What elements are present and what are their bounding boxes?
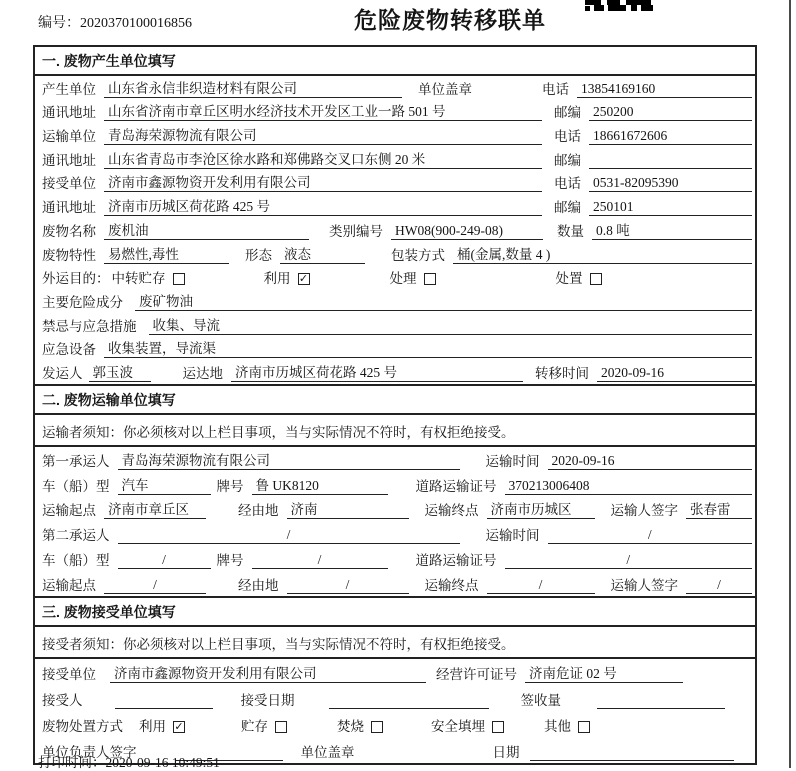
- waste-name-label: 废物名称: [42, 223, 96, 239]
- equipment-value: 收集装置，导流渠: [104, 337, 752, 358]
- quantity-label: 数量: [557, 223, 584, 239]
- unit-seal-label: 单位盖章: [418, 81, 472, 97]
- via2-value: /: [287, 577, 409, 594]
- section-receiver: [35, 596, 755, 763]
- purpose-dispose-checkbox: [590, 273, 602, 285]
- purpose-option-use-label: 利用: [263, 271, 291, 287]
- signed-qty-value: [597, 692, 725, 709]
- form-row: [35, 472, 755, 497]
- taboo-label: 禁忌与应急措施: [42, 318, 137, 334]
- disposal-landfill-checkbox: [492, 721, 504, 733]
- serial-label: 编号：: [38, 16, 80, 31]
- disposal-use-checkbox-checked: [173, 721, 185, 733]
- address-label: 通讯地址: [42, 152, 96, 168]
- transporter-zip-value: [589, 152, 752, 169]
- section1-header: 一. 废物产生单位填写: [35, 47, 755, 76]
- section3-header: 三. 废物接受单位填写: [35, 596, 755, 627]
- road-cert2-value: /: [505, 552, 753, 569]
- transport-time2-value: /: [548, 527, 753, 544]
- serial-number: 2020370100016856: [80, 16, 192, 31]
- form-row: [35, 218, 755, 242]
- hazard-label: 主要危险成分: [42, 294, 123, 310]
- plate-value: 鲁 UK8120: [252, 474, 388, 495]
- packaging-value: 桶(金属,数量 4 ): [453, 243, 752, 264]
- disposal-option-use-label: 利用: [139, 718, 166, 734]
- form-state-value: 液态: [280, 243, 365, 264]
- equipment-label: 应急设备: [42, 342, 96, 358]
- transporter-value: 青岛海荣源物流有限公司: [104, 124, 542, 145]
- via-label: 经由地: [238, 503, 279, 519]
- form-row: [35, 571, 755, 596]
- via-label: 经由地: [238, 577, 279, 593]
- check-mark-icon: ✓: [298, 272, 309, 286]
- section2-header: 二. 废物运输单位填写: [35, 384, 755, 415]
- phone-label: 电话: [542, 81, 569, 97]
- category-code-label: 类别编号: [329, 223, 383, 239]
- print-time-value: 2020-09-16 10:49:51: [105, 755, 220, 770]
- road-cert-label: 道路运输证号: [415, 478, 497, 494]
- vehicle-type-label: 车（船）型: [42, 552, 110, 568]
- page-title: 危险废物转移联单: [354, 7, 546, 33]
- form-row: [35, 171, 755, 195]
- manager-signature-label: 单位负责人签字: [42, 744, 137, 760]
- purpose-option-dispose-label: 处置: [555, 271, 583, 287]
- print-time-line: [38, 751, 220, 771]
- disposal-store-checkbox: [275, 721, 287, 733]
- category-code-value: HW08(900-249-08): [391, 223, 543, 240]
- producer-address-value: 山东省济南市章丘区明水经济技术开发区工业一路 501 号: [104, 100, 542, 121]
- form-row: [35, 447, 755, 472]
- serial-line: [38, 12, 192, 32]
- trait-value: 易燃性,毒性: [104, 243, 229, 264]
- purpose-option-transfer-label: 中转贮存: [111, 271, 166, 287]
- transport-time-label: 运输时间: [485, 528, 540, 544]
- transporter-label: 运输单位: [42, 129, 96, 145]
- form-row: [35, 711, 755, 737]
- disposal-option-landfill-label: 安全填埋: [431, 718, 485, 734]
- receiver-label: 接受单位: [42, 176, 96, 192]
- form-row: [35, 337, 755, 361]
- road-cert-value: 370213006408: [505, 478, 753, 495]
- receiving-unit-label: 接受单位: [42, 666, 96, 682]
- check-mark-icon: ✓: [174, 719, 184, 733]
- manifest-form: [33, 45, 757, 765]
- terminus2-value: /: [487, 577, 595, 594]
- form-row: [35, 521, 755, 546]
- zip-label: 邮编: [554, 105, 581, 121]
- plate-label: 牌号: [216, 552, 244, 568]
- carrier-signature-label: 运输人签字: [610, 577, 678, 593]
- destination-value: 济南市历城区荷花路 425 号: [231, 361, 523, 382]
- hazard-value: 废矿物油: [135, 290, 752, 311]
- carrier-signature-value: 张春雷: [686, 498, 752, 519]
- origin-value: 济南市章丘区: [104, 498, 206, 519]
- waste-name-value: 废机油: [104, 219, 309, 240]
- qr-code-fragment-icon: [585, 0, 653, 11]
- form-row: [35, 242, 755, 266]
- receiver-phone-value: 0531-82095390: [589, 175, 752, 192]
- form-row: [35, 289, 755, 313]
- carrier-signature2-value: /: [686, 577, 752, 594]
- form-row: [35, 147, 755, 171]
- unit-seal-label: 单位盖章: [300, 744, 355, 760]
- plate-label: 牌号: [216, 478, 244, 494]
- purpose-transfer-checkbox: [173, 273, 185, 285]
- page-edge-line: [789, 0, 791, 768]
- packaging-label: 包装方式: [391, 247, 445, 263]
- transporter-notice: 运输者须知：你必须核对以上栏目事项，当与实际情况不符时，有权拒绝接受。: [35, 415, 755, 447]
- taboo-value: 收集、导流: [149, 314, 753, 335]
- origin2-value: /: [104, 577, 206, 594]
- form-row: [35, 266, 755, 290]
- quantity-value: 0.8 吨: [592, 219, 752, 240]
- transport-time-value: 2020-09-16: [548, 453, 753, 470]
- form-row: [35, 76, 755, 100]
- form-row: [35, 685, 755, 711]
- purpose-treat-checkbox: [424, 273, 436, 285]
- vehicle-type-label: 车（船）型: [42, 478, 110, 494]
- address-label: 通讯地址: [42, 200, 96, 216]
- carrier-signature-label: 运输人签字: [610, 503, 678, 519]
- date-value: [530, 744, 735, 761]
- recipient-label: 接受人: [42, 692, 83, 708]
- form-row: [35, 194, 755, 218]
- phone-label: 电话: [554, 129, 581, 145]
- recipient-value: [115, 692, 213, 709]
- origin-label: 运输起点: [42, 503, 96, 519]
- form-row: [35, 123, 755, 147]
- first-carrier-label: 第一承运人: [42, 453, 110, 469]
- road-cert-label: 道路运输证号: [415, 552, 497, 568]
- zip-label: 邮编: [554, 200, 581, 216]
- signed-qty-label: 签收量: [520, 692, 561, 708]
- form-row: [35, 659, 755, 685]
- producer-zip-value: 250200: [589, 104, 752, 121]
- address-label: 通讯地址: [42, 105, 96, 121]
- terminus-value: 济南市历城区: [487, 498, 595, 519]
- second-carrier-value: /: [118, 527, 460, 544]
- disposal-burn-checkbox: [371, 721, 383, 733]
- date-label: 日期: [492, 744, 520, 760]
- section-transport: [35, 384, 755, 596]
- trait-label: 废物特性: [42, 247, 96, 263]
- permit-value: 济南危证 02 号: [525, 662, 683, 683]
- form-row: [35, 546, 755, 571]
- form-row: [35, 497, 755, 522]
- via-value: 济南: [287, 498, 409, 519]
- form-row: [35, 100, 755, 124]
- form-state-label: 形态: [245, 247, 272, 263]
- zip-label: 邮编: [554, 152, 581, 168]
- receiver-value: 济南市鑫源物资开发利用有限公司: [104, 171, 542, 192]
- receiver-zip-value: 250101: [589, 199, 752, 216]
- receiver-address-value: 济南市历城区荷花路 425 号: [104, 195, 542, 216]
- producer-phone-value: 13854169160: [577, 81, 752, 98]
- transporter-address-value: 山东省青岛市李沧区徐水路和郑佛路交叉口东侧 20 米: [104, 148, 542, 169]
- vehicle-type-value: 汽车: [118, 474, 211, 495]
- receiver-notice: 接受者须知：你必须核对以上栏目事项，当与实际情况不符时，有权拒绝接受。: [35, 627, 755, 659]
- permit-label: 经营许可证号: [436, 666, 517, 682]
- terminus-label: 运输终点: [424, 577, 479, 593]
- disposal-option-other-label: 其他: [544, 718, 571, 734]
- form-row: [35, 313, 755, 337]
- transporter-phone-value: 18661672606: [589, 128, 752, 145]
- transfer-time-value: 2020-09-16: [597, 365, 752, 382]
- disposal-method-label: 废物处置方式: [42, 718, 123, 734]
- receive-date-value: [329, 692, 489, 709]
- print-time-label: 打印时间：: [38, 755, 106, 770]
- form-row: [35, 360, 755, 384]
- second-carrier-label: 第二承运人: [42, 528, 110, 544]
- first-carrier-value: 青岛海荣源物流有限公司: [118, 449, 460, 470]
- transport-time-label: 运输时间: [485, 453, 540, 469]
- purpose-label: 外运目的：: [42, 271, 110, 287]
- shipper-label: 发运人: [42, 365, 83, 381]
- receiving-unit-value: 济南市鑫源物资开发利用有限公司: [110, 662, 426, 683]
- disposal-option-burn-label: 焚烧: [337, 718, 364, 734]
- origin-label: 运输起点: [42, 577, 96, 593]
- vehicle-type2-value: /: [118, 552, 211, 569]
- phone-label: 电话: [554, 176, 581, 192]
- terminus-label: 运输终点: [424, 503, 479, 519]
- disposal-option-store-label: 贮存: [241, 718, 268, 734]
- receive-date-label: 接受日期: [240, 692, 295, 708]
- purpose-option-treat-label: 处理: [389, 271, 417, 287]
- transfer-time-label: 转移时间: [535, 365, 589, 381]
- producer-value: 山东省永信非织造材料有限公司: [104, 77, 402, 98]
- shipper-value: 郭玉波: [89, 361, 151, 382]
- disposal-other-checkbox: [578, 721, 590, 733]
- section-producer: [35, 47, 755, 384]
- purpose-use-checkbox-checked: [298, 273, 310, 285]
- producer-label: 产生单位: [42, 81, 96, 97]
- plate2-value: /: [252, 552, 388, 569]
- destination-label: 运达地: [182, 365, 223, 381]
